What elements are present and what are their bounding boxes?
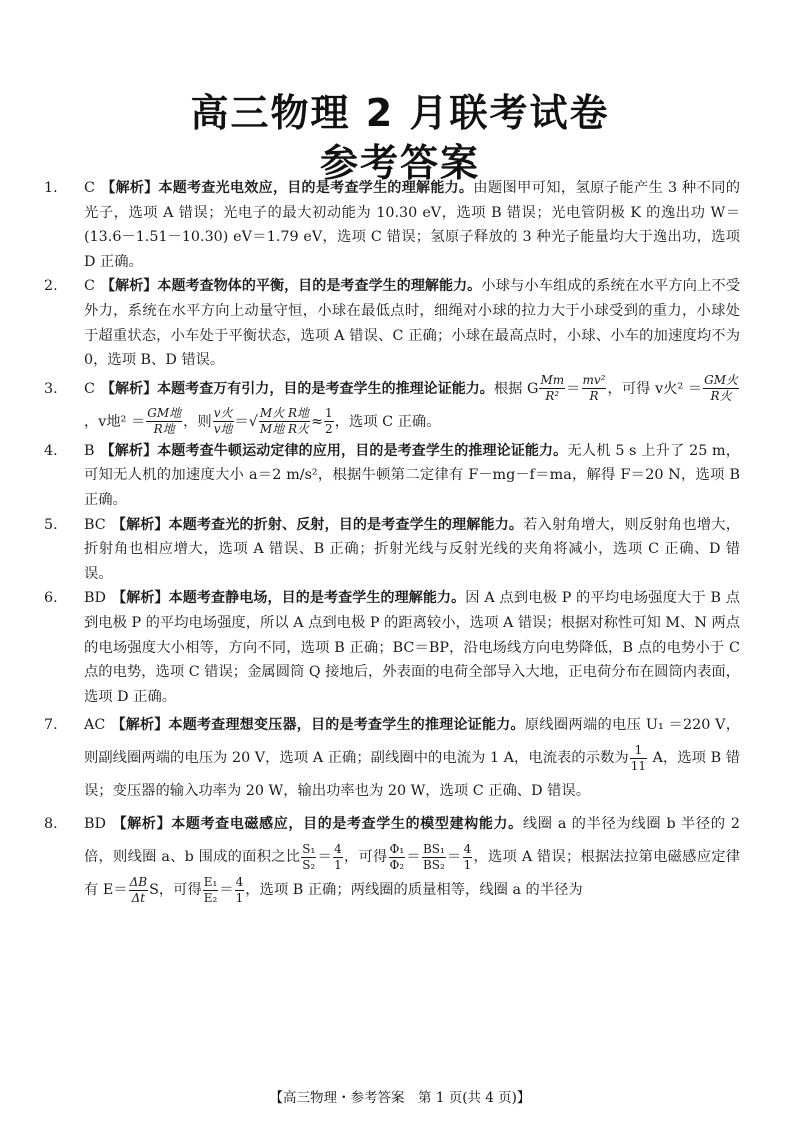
analysis-text: ，可得: [343, 849, 388, 866]
answer-choice: C: [84, 278, 95, 295]
formula-fraction: $\frac{\text{S₁}}{\text{S₂}}$: [302, 841, 316, 872]
formula-fraction: $\frac{Mm}{\text{R²}}$: [540, 373, 565, 404]
formula-fraction: GM火 R火: [704, 373, 739, 404]
analysis-text: ，选项 B 正确；两线圈的质量相等，线圈 a 的半径为: [245, 882, 583, 899]
analysis-text: S，可得: [149, 882, 202, 899]
analysis-header: 【解析】本题考查光电效应，目的是考查学生的理解能力。: [100, 180, 474, 196]
item-number: 8.: [44, 816, 58, 833]
answer-item-8: [44, 808, 741, 907]
page-footer: 【高三物理・参考答案 第 1 页(共 4 页)】: [269, 1090, 531, 1106]
item-number: 7.: [44, 717, 58, 734]
analysis-text: ，选项 C 正确。: [334, 413, 441, 430]
answer-choice: BD: [84, 816, 106, 833]
page-subtitle: 参考答案: [319, 141, 480, 185]
answer-item-6: [44, 586, 741, 709]
answer-item-4: [44, 439, 741, 513]
formula-fraction: $\frac{\text{E₁}}{\text{E₂}}$: [203, 874, 218, 905]
answer-choice: C: [84, 180, 95, 196]
formula-fraction: v火 v地: [213, 406, 233, 437]
answer-choice: AC: [84, 717, 106, 734]
analysis-text: ≈: [311, 413, 324, 430]
analysis-header: 【解析】本题考查静电场，目的是考查学生的理解能力。: [111, 590, 466, 607]
analysis-text: ＝: [566, 380, 581, 397]
analysis-header: 【解析】本题考查电磁感应，目的是考查学生的模型建构能力。: [111, 816, 523, 833]
formula-fraction: $\frac{4}{1}$: [463, 841, 472, 872]
formula-fraction: $\frac{4}{1}$: [235, 874, 244, 905]
formula-fraction: M火 R地 M地 R火: [259, 406, 310, 437]
analysis-body: 若入射角增大，则反射角也增大，折射角也相应增大，选项 A 错误、B 正确；折射光线与反射光线的夹角将减小，选项 C 正确、D 错误。: [84, 516, 741, 582]
answer-choice: C: [84, 380, 95, 397]
analysis-text: ＝: [219, 882, 234, 899]
analysis-text: ，v地² ＝: [84, 413, 146, 430]
analysis-text: ＝: [446, 849, 462, 866]
analysis-text: 原线圈两端的电压 U₁ ＝220 V，则副线圈两端的电压为 20 V，选项 A 正确；副线圈中的电流为 1 A，电流表的示数为: [84, 717, 741, 767]
item-number: 5.: [44, 516, 58, 533]
analysis-text: ，选项 A 错误；根据法拉第电磁感应定律有 E＝: [84, 849, 741, 899]
answer-choice: BD: [84, 590, 106, 607]
formula-fraction: $\frac{4}{1}$: [334, 841, 342, 872]
analysis-text: ＝: [406, 849, 421, 866]
formula-fraction: $\frac{\text{Φ₁}}{\text{Φ₂}}$: [389, 841, 405, 872]
answer-list: [44, 176, 741, 907]
analysis-text: 根据 G: [493, 380, 539, 397]
analysis-header: 【解析】本题考查万有引力，目的是考查学生的推理论证能力。: [100, 380, 494, 397]
item-number: 1.: [44, 180, 58, 196]
formula-fraction: $\frac{1}{2}$: [325, 406, 333, 437]
formula-fraction: $\frac{\Delta B}{\Delta t}$: [129, 874, 148, 905]
formula-fraction: $\frac{\text{BS₁}}{\text{BS₂}}$: [422, 841, 445, 872]
analysis-body: 因 A 点到电极 P 的平均电场强度大于 B 点到电极 P 的平均电场强度，所以 A 点到电极 P 的距离较小，选项 A 错误；根据对称性可知 M、N 两点的电场强度大小相等，方向不同，选项 B 正确；BC＝BP，沿电场线方向电势降低，B 点的电势小于 C 点的电势，选项 C 错误；金属圆筒 Q 接地后，外表面的电荷全部导入大地，正电荷分布在圆筒内表面，选项 D 正确。: [84, 590, 741, 705]
analysis-text: A，选项 B 错误；变压器的输入功率为 20 W，输出功率也为 20 W，选项 C 正确、D 错误。: [84, 750, 741, 800]
analysis-header: 【解析】本题考查理想变压器，目的是考查学生的推理论证能力。: [111, 717, 525, 734]
item-number: 2.: [44, 278, 58, 295]
analysis-body: 无人机 5 s 上升了 25 m，可知无人机的加速度大小 a＝2 m/s²，根据牛顿第二定律有 F－mg－f＝ma，解得 F＝20 N，选项 B 正确。: [84, 442, 741, 508]
analysis-text: ＝√: [234, 413, 258, 430]
analysis-header: 【解析】本题考查牛顿运动定律的应用，目的是考查学生的推理论证能力。: [100, 442, 568, 459]
answer-item-3: [44, 373, 740, 439]
answer-item-1: [44, 176, 741, 274]
answer-item-5: [44, 513, 741, 587]
analysis-text: 线圈 a 的半径为线圈 b 半径的 2 倍，则线圈 a、b 围成的面积之比: [84, 816, 741, 866]
analysis-header: 【解析】本题考查光的折射、反射，目的是考查学生的理解能力。: [111, 516, 524, 533]
analysis-body: 小球与小车组成的系统在水平方向上不受外力，系统在水平方向上动量守恒，小球在最低点时，细绳对小球的拉力大于小球受到的重力，小球处于超重状态，小车处于平衡状态，选项 A 错误、C 正确；小球在最高点时，小球、小车的加速度均不为 0，选项 B、D 错误。: [84, 278, 741, 369]
formula-fraction: $\frac{1}{11}$: [630, 742, 647, 773]
answer-item-7: [44, 709, 741, 808]
formula-fraction: $\frac{\text{mv²}}{R}$: [582, 373, 606, 404]
analysis-header: 【解析】本题考查物体的平衡，目的是考查学生的理解能力。: [100, 278, 482, 295]
formula-fraction: GM地 R地: [147, 406, 182, 437]
analysis-text: ＝: [317, 849, 333, 866]
answer-choice: BC: [84, 516, 106, 533]
answer-item-2: [44, 274, 741, 372]
analysis-body: 由题图甲可知，氢原子能产生 3 种不同的光子，选项 A 错误；光电子的最大初动能为 10.30 eV，选项 B 错误；光电管阴极 K 的逸出功 W＝(13.6－1.51－10.30) eV＝1.79 eV，选项 C 错误；氢原子释放的 3 种光子能量均大于逸出功，选项 D 正确。: [84, 180, 741, 270]
analysis-text: ，可得 v火² ＝: [607, 380, 703, 397]
page-title: 高三物理 2 月联考试卷: [190, 91, 610, 135]
item-number: 6.: [44, 590, 58, 607]
answer-choice: B: [84, 442, 95, 459]
item-number: 3.: [44, 380, 58, 397]
analysis-text: ，则: [183, 413, 212, 430]
item-number: 4.: [44, 442, 58, 459]
